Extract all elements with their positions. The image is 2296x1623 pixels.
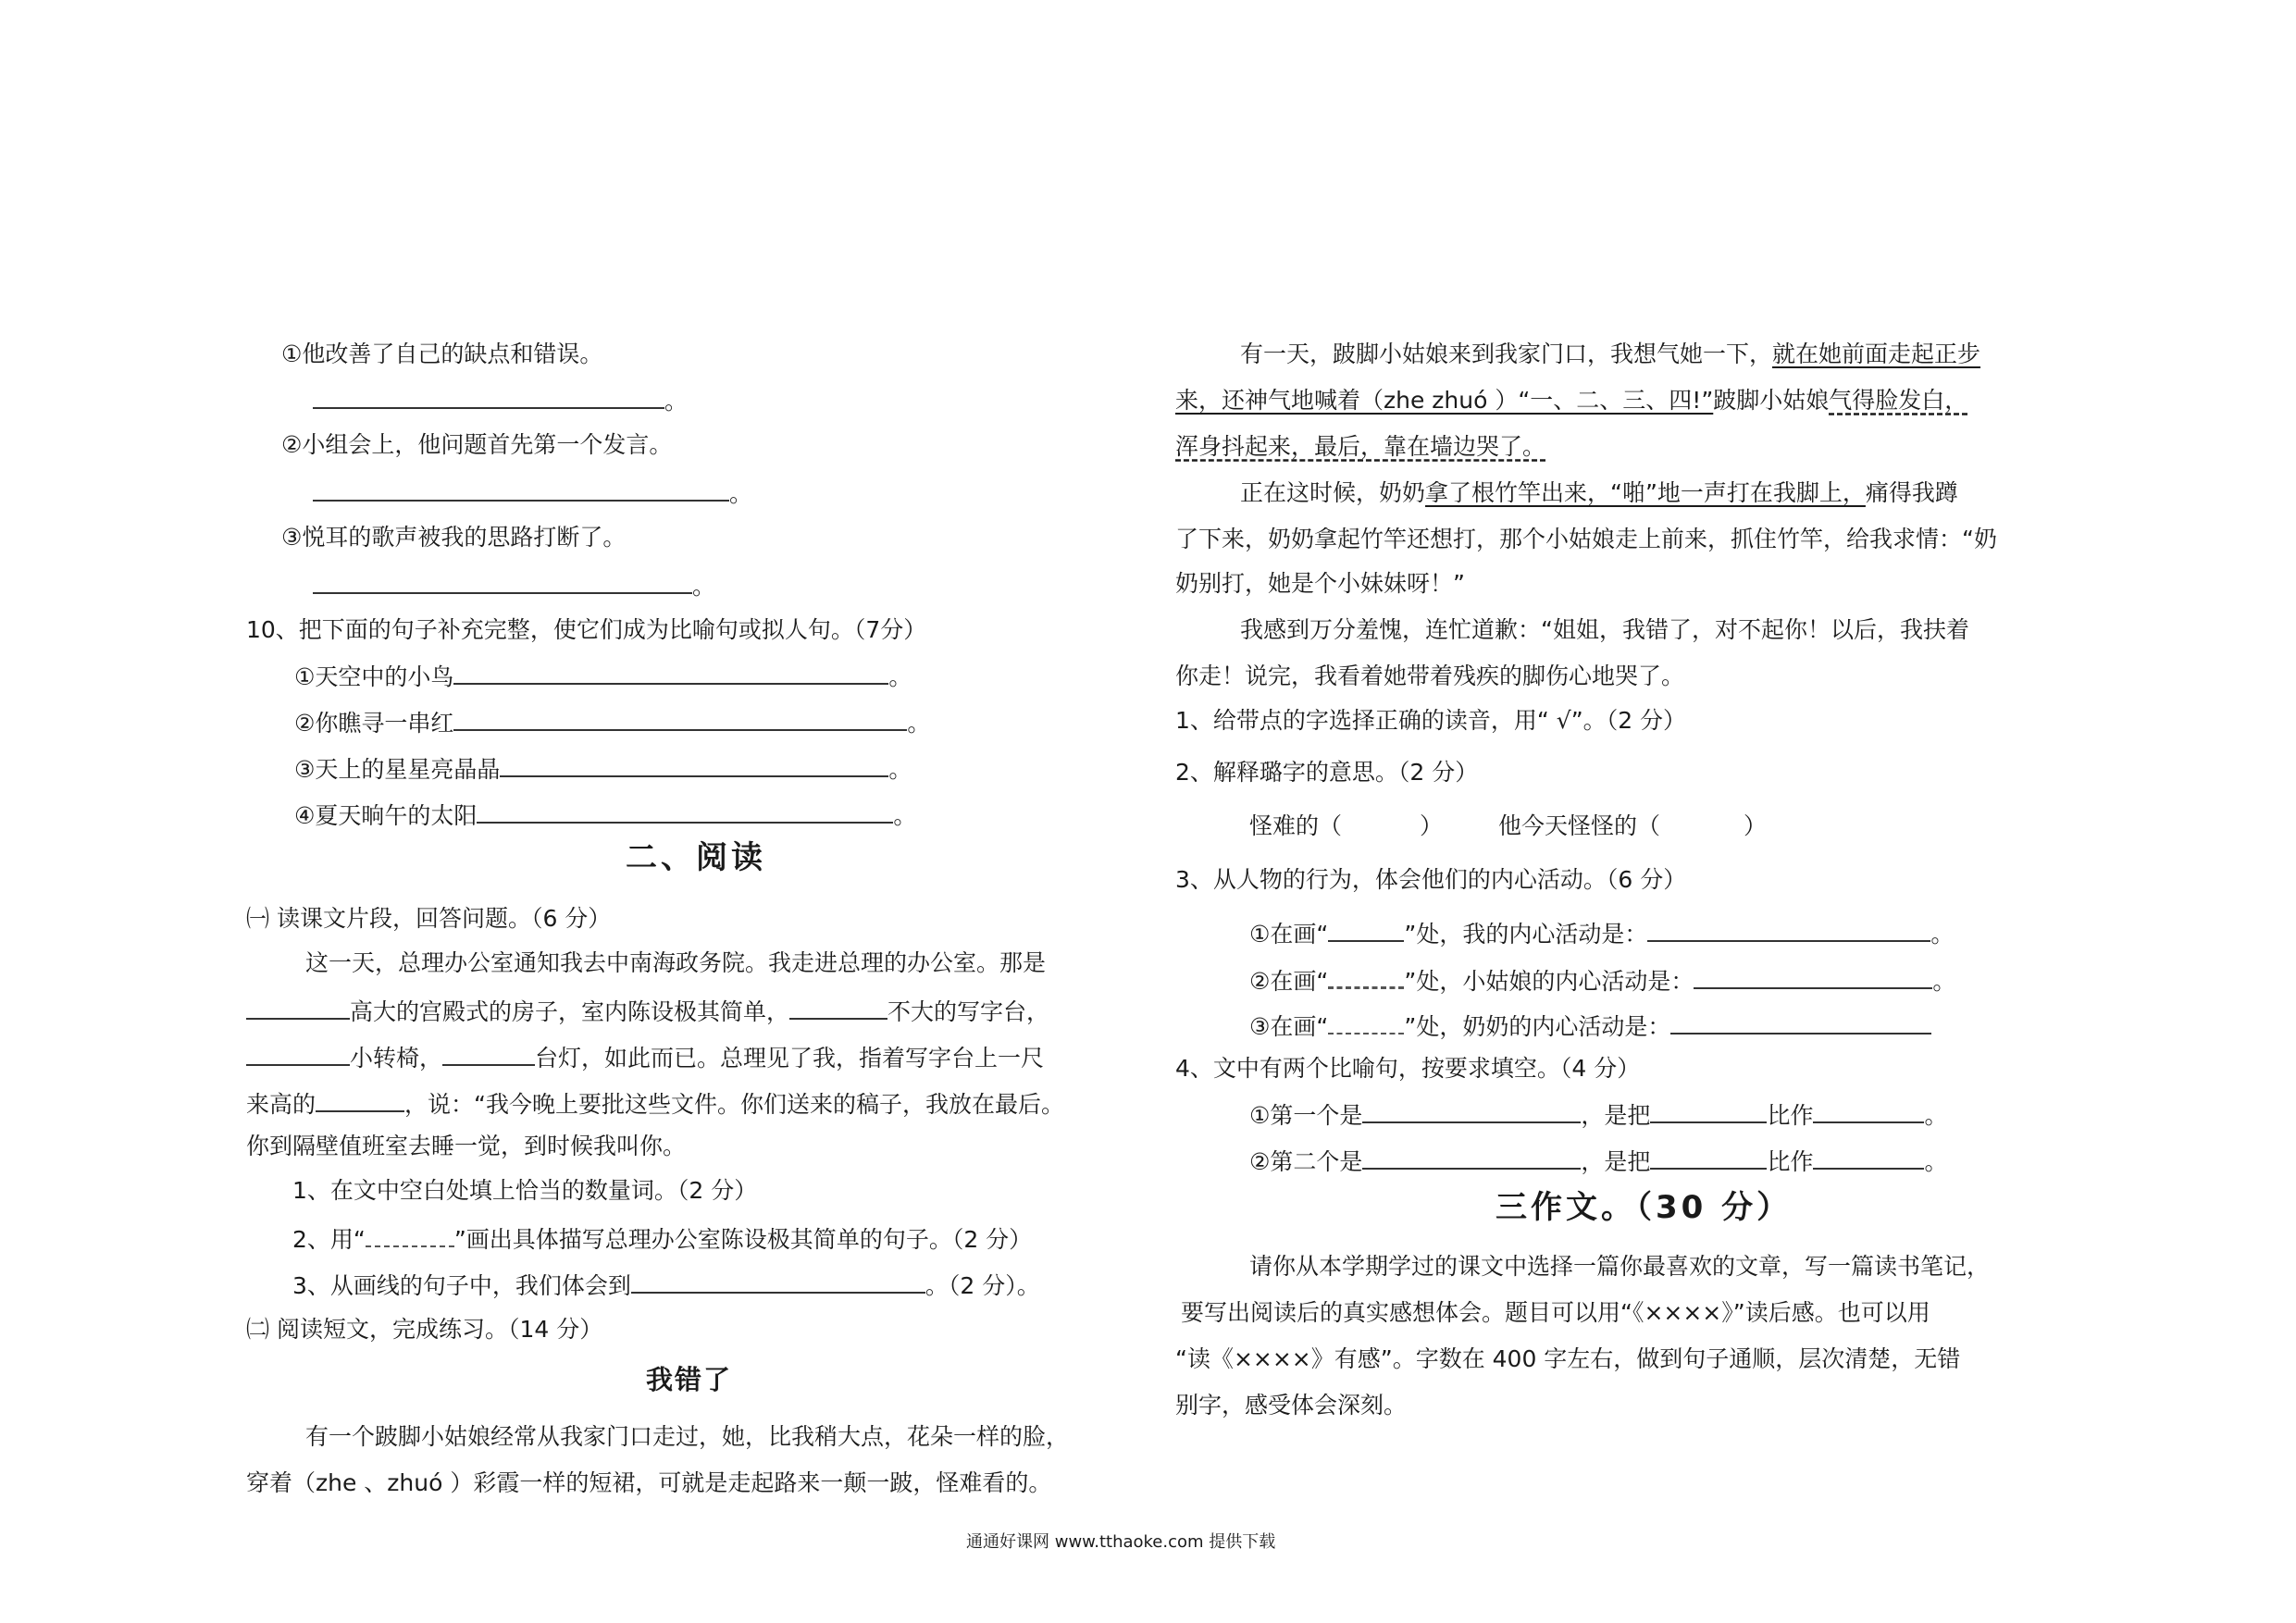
essay-line-4: 别字，感受体会深刻。 <box>1175 1392 1408 1419</box>
story-line-9: 我感到万分羞愧，连忙道歉：“姐姐，我错了，对不起你！以后，我扶着 <box>1240 616 1969 643</box>
passage-line-2[interactable]: 高大的宫殿式的房子，室内陈设极其简单， 不大的写字台， <box>246 994 1049 1028</box>
q9-answer-line-2[interactable]: 。 <box>313 476 752 510</box>
essay-line-3: “读《××××》有感”。字数在 400 字左右，做到句子通顺，层次清楚，无错 <box>1175 1345 1961 1372</box>
q10-sentence-2[interactable]: ②你瞧寻一串红 。 <box>294 705 930 739</box>
part-2-question-2: 2、解释璐字的意思。（2 分） <box>1175 759 1479 786</box>
story-line-3: 有一天，跛脚小姑娘来到我家门口，我想气她一下，就在她前面走起正步 <box>1240 341 1981 367</box>
q10-title: 10、把下面的句子补充完整，使它们成为比喻句或拟人句。（7分） <box>246 616 927 643</box>
passage-line-3[interactable]: 小转椅， 台灯，如此而已。总理见了我，指着写字台上一尺 <box>246 1040 1044 1074</box>
story-line-6: 正在这时候，奶奶拿了根竹竿出来，“啪”地一声打在我脚上，痛得我蹲 <box>1240 479 1958 506</box>
passage-line-5: 你到隔壁值班室去睡一觉，到时候我叫你。 <box>246 1133 687 1159</box>
part-1-heading: ㈠ 读课文片段，回答问题。（6 分） <box>246 905 612 932</box>
part-2-heading: ㈡ 阅读短文，完成练习。（14 分） <box>246 1316 603 1343</box>
story-line-1: 有一个跛脚小姑娘经常从我家门口走过，她，比我稍大点，花朵一样的脸， <box>305 1423 1070 1450</box>
part-1-question-1: 1、在文中空白处填上恰当的数量词。（2 分） <box>292 1177 758 1204</box>
q10-sentence-1[interactable]: ①天空中的小鸟 。 <box>294 659 912 693</box>
part-2-question-4: 4、文中有两个比喻句，按要求填空。（4 分） <box>1175 1055 1641 1082</box>
q9-sentence-2: ②小组会上，他问题首先第一个发言。 <box>281 431 673 458</box>
story-line-2: 穿着（zhe 、zhuó ）彩霞一样的短裙，可就是走起路来一颠一跛，怪难看的。 <box>246 1469 1052 1496</box>
q9-answer-line-1[interactable]: 。 <box>313 383 688 417</box>
q9-answer-line-3[interactable]: 。 <box>313 568 715 602</box>
q2-blanks[interactable]: 怪难的（ ） 他今天怪怪的（ ） <box>1249 812 1768 839</box>
story-line-7: 了下来，奶奶拿起竹竿还想打，那个小姑娘走上前来，抓住竹竿，给我求情：“奶 <box>1175 526 1997 552</box>
part-2-question-1: 1、给带点的字选择正确的读音，用“ √”。（2 分） <box>1175 707 1687 734</box>
q9-sentence-3: ③悦耳的歌声被我的思路打断了。 <box>281 524 627 551</box>
story-title: 我错了 <box>646 1364 733 1395</box>
part-2-question-3: 3、从人物的行为，体会他们的内心活动。（6 分） <box>1175 866 1687 893</box>
page-footer: 通通好课网 www.tthaoke.com 提供下载 <box>966 1532 1276 1552</box>
passage-line-4[interactable]: 来高的 ，说：“我今晚上要批这些文件。你们送来的稿子，我放在最后。 <box>246 1086 1064 1121</box>
q10-sentence-3[interactable]: ③天上的星星亮晶晶 。 <box>294 751 912 786</box>
q4-item-2[interactable]: ②第二个是 ，是把 比作 。 <box>1249 1144 1947 1178</box>
q10-sentence-4[interactable]: ④夏天晌午的太阳 。 <box>294 798 916 832</box>
story-line-8: 奶别打，她是个小妹妹呀！” <box>1175 570 1465 597</box>
story-line-4: 来，还神气地喊着（zhe zhuó ）“一、二、三、四!”跛脚小姑娘气得脸发白， <box>1175 387 1968 414</box>
section-2-title: 二、阅读 <box>626 839 766 876</box>
q3-item-2[interactable]: ②在画“ ”处，小姑娘的内心活动是： 。 <box>1249 962 1955 997</box>
story-line-5: 浑身抖起来，最后，靠在墙边哭了。 <box>1175 433 1546 460</box>
part-1-question-2: 2、用“ ”画出具体描写总理办公室陈设极其简单的句子。（2 分） <box>292 1221 1032 1256</box>
part-1-question-3[interactable]: 3、从画线的句子中，我们体会到 。（2 分）。 <box>292 1268 1040 1302</box>
q9-sentence-1: ①他改善了自己的缺点和错误。 <box>281 341 603 367</box>
essay-line-1: 请你从本学期学过的课文中选择一篇你最喜欢的文章，写一篇读书笔记， <box>1249 1253 1991 1280</box>
q3-item-3[interactable]: ③在画“ ”处，奶奶的内心活动是： <box>1249 1009 1931 1043</box>
section-3-title: 三作文。（30 分） <box>1496 1189 1793 1226</box>
passage-line-1: 这一天，总理办公室通知我去中南海政务院。我走进总理的办公室。那是 <box>305 949 1047 976</box>
story-line-10: 你走！说完，我看着她带着残疾的脚伤心地哭了。 <box>1175 663 1685 689</box>
q3-item-1[interactable]: ①在画“ ”处，我的内心活动是： 。 <box>1249 916 1954 950</box>
q4-item-1[interactable]: ①第一个是 ，是把 比作 。 <box>1249 1097 1947 1132</box>
essay-line-2: 要写出阅读后的真实感想体会。题目可以用“《××××》”读后感。也可以用 <box>1181 1299 1930 1326</box>
